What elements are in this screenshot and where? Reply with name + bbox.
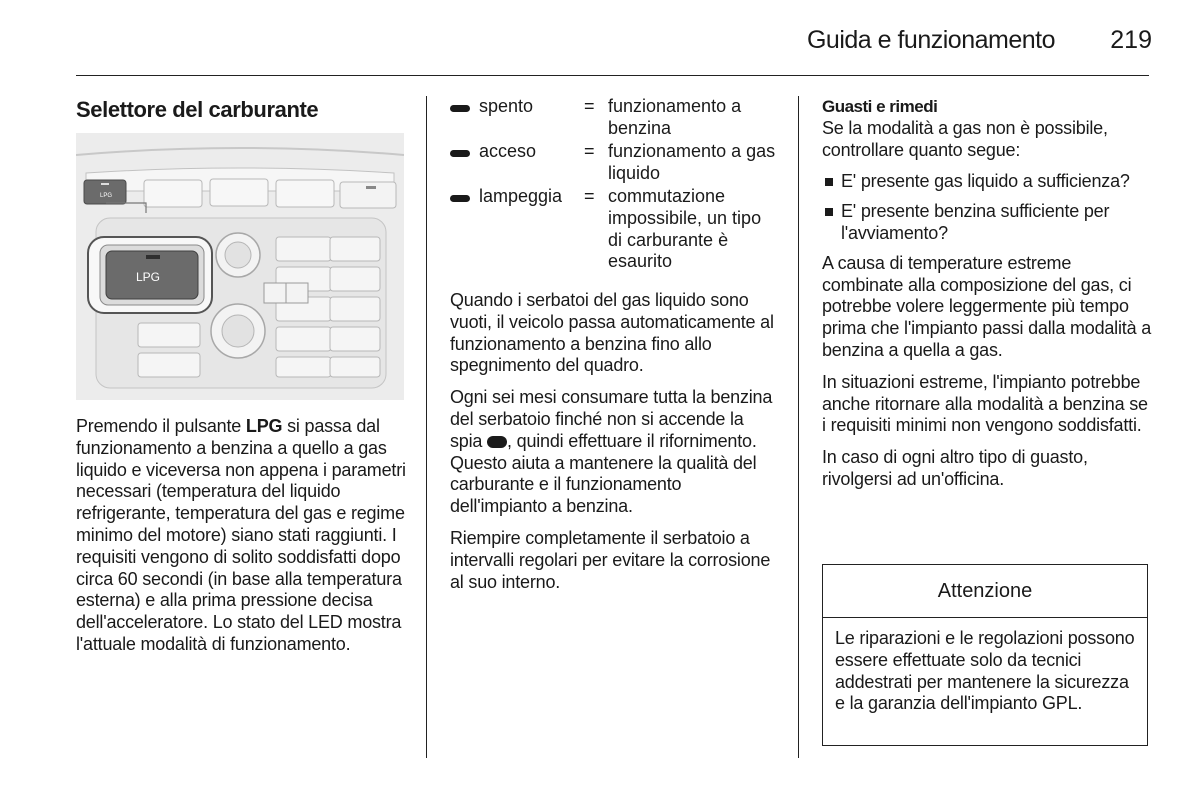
- led-on-icon: [450, 150, 470, 157]
- workshop-paragraph: In caso di ogni altro tipo di guasto, rivolgersi ad un'officina.: [822, 447, 1088, 489]
- zoom-lpg-label: LPG: [136, 270, 161, 284]
- warning-title: Attenzione: [823, 565, 1147, 618]
- troubleshooting-intro: Se la modalità a gas non è possibile, controllare quanto segue:: [822, 117, 1108, 160]
- refill-paragraph: Riempire completamente il serbatoio a intervalli regolari per evitare la corrosione al suo interno.: [450, 527, 771, 592]
- right-column-text: [822, 96, 1152, 501]
- lpg-button-illustration: [76, 133, 404, 400]
- column-divider-left: [426, 96, 427, 758]
- led-off-icon: [450, 105, 470, 112]
- page-header-title: Guida e funzionamento: [806, 26, 1055, 54]
- page-number: 219: [1110, 26, 1152, 54]
- empty-tank-paragraph: Quando i serbatoi del gas liquido sono vuoti, il veicolo passa automaticamente al funzionamento a benzina fino allo spegnimento del quadro.: [450, 290, 774, 376]
- extreme-temperature-paragraph: A causa di temperature estreme combinate alla composizione del gas, ci potrebbe volere leggermente più tempo prima che l'impianto passi dalla modalità a benzina a quella a gas.: [822, 252, 1152, 360]
- lpg-warning-light-icon: [487, 436, 507, 448]
- list-item: E' presente gas liquido a sufficienza?: [822, 171, 1152, 193]
- led-flashing-icon: [450, 195, 470, 202]
- small-lpg-label: LPG: [100, 193, 113, 199]
- list-item: E' presente benzina sufficiente per l'avviamento?: [822, 201, 1152, 245]
- lpg-description: Premendo il pulsante LPG si passa dal funzionamento a benzina a quello a gas liquido e viceversa non appena i parametri necessari (temperatura del liquido refrigerante, temperatura del gas e regime minimo del motore) siano stati raggiunti. I requisiti vengono di solito soddisfatti dopo circa 60 secondi (in base alla temperatura esterna) e alla prima pressione decisa dell'acceleratore. Lo stato del LED mostra l'attuale modalità di funzionamento.: [76, 416, 406, 654]
- warning-body: Le riparazioni e le regolazioni possono essere effettuate solo da tecnici addestrati per mantenere la sicurezza e la garanzia dell'impianto GPL.: [835, 628, 1135, 714]
- warning-box: [822, 564, 1148, 746]
- lpg-bold-label: LPG: [245, 416, 283, 436]
- extreme-situations-paragraph: In situazioni estreme, l'impianto potrebbe anche ritornare alla modalità a benzina se i requisiti minimi non vengono soddisfatti.: [822, 371, 1148, 436]
- middle-column-text: [450, 290, 778, 603]
- header-divider: [76, 75, 1149, 76]
- troubleshooting-heading: Guasti e rimedi: [822, 97, 938, 116]
- check-list: [822, 171, 1152, 244]
- column-divider-right: [798, 96, 799, 758]
- six-months-paragraph: Ogni sei mesi consumare tutta la benzina del serbatoio finché non si accende la spia , quindi effettuare il rifornimento. Questo aiuta a mantenere la qualità del carburante e il funzionamento dell'impianto a benzina.: [450, 387, 773, 517]
- left-column-text: [76, 416, 406, 666]
- section-heading: Selettore del carburante: [76, 97, 319, 122]
